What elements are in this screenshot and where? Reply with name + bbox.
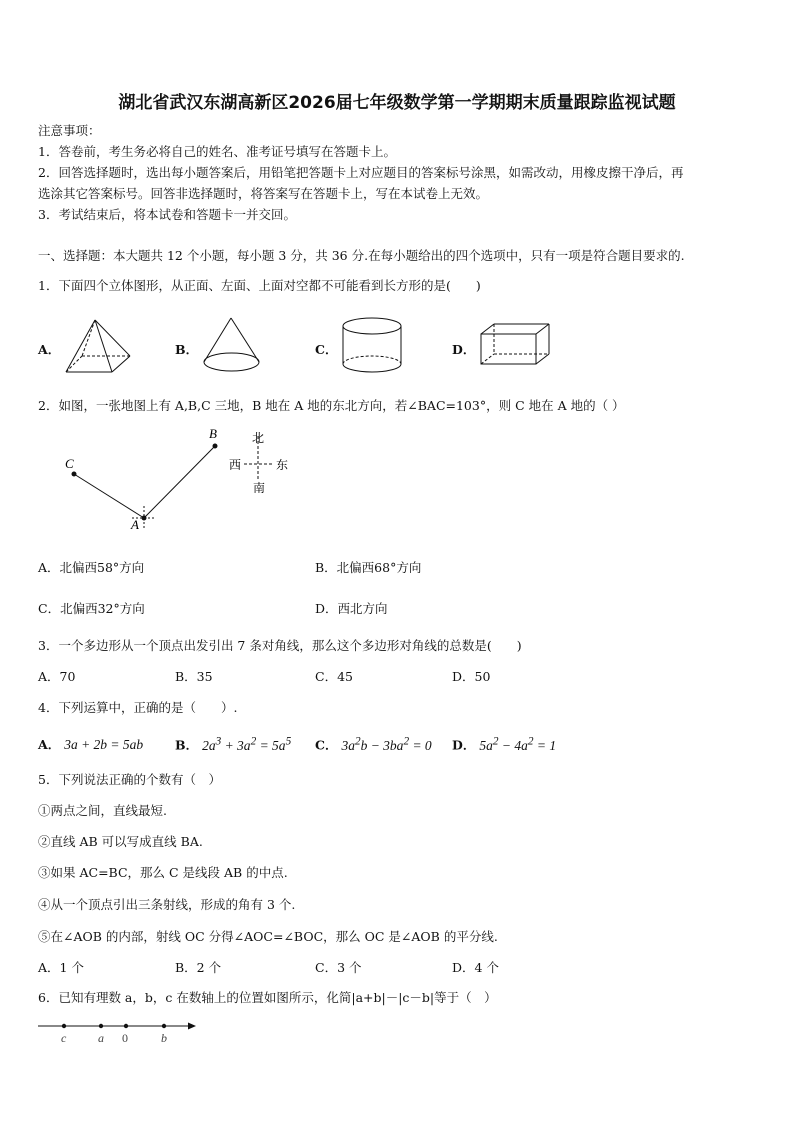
notice-heading: 注意事项： [38, 123, 101, 138]
q4-option-c [315, 735, 432, 754]
q4-option-b [175, 735, 291, 754]
q5-statement-5: ⑤在∠AOB 的内部，射线 OC 分得∠AOC=∠BOC，那么 OC 是∠AOB 的平分线. [38, 929, 498, 944]
cuboid-figure [478, 320, 553, 370]
q5-statement-4: ④从一个顶点引出三条射线，形成的角有 3 个. [38, 897, 296, 912]
q5-option-d: D．4 个 [452, 960, 499, 975]
cylinder-figure [340, 316, 406, 376]
q1-stem: 1．下面四个立体图形，从正面、左面、上面对空都不可能看到长方形的是( ) [38, 278, 481, 293]
q3-option-b: B．35 [175, 669, 213, 684]
q3-option-d: D．50 [452, 669, 491, 684]
map-direction-figure [55, 422, 300, 532]
q4-expr-b: $2a^3 + 3a^2 = 5a^5$ [202, 735, 292, 753]
q3-stem: 3．一个多边形从一个顶点出发引出 7 条对角线，那么这个多边形对角线的总数是( ) [38, 638, 522, 653]
point-b-label: B [209, 426, 217, 441]
q5-stem: 5．下列说法正确的个数有（ ） [38, 772, 221, 787]
page-title: 湖北省武汉东湖高新区2026届七年级数学第一学期期末质量跟踪监视试题 [118, 93, 676, 113]
south-label: 南 [253, 481, 266, 495]
q2-option-d: D．西北方向 [315, 601, 388, 616]
axis-label-a: a [98, 1031, 104, 1045]
q1-label-c: C． [315, 342, 338, 357]
notice-item-3: 3．考试结束后，将本试卷和答题卡一并交回。 [38, 207, 296, 222]
axis-label-zero: 0 [122, 1031, 128, 1045]
q4-label-a: A． [38, 737, 61, 752]
q4-expr-a: 3a + 2b = 5ab [64, 737, 144, 752]
q5-option-c: C．3 个 [315, 960, 362, 975]
q4-expr-d: $5a^2 - 4a^2 = 1$ [479, 735, 557, 753]
q5-option-a: A．1 个 [38, 960, 84, 975]
q5-statement-1: ①两点之间，直线最短. [38, 803, 167, 818]
axis-label-b: b [161, 1031, 167, 1045]
q1-label-d: D． [452, 342, 476, 357]
point-c-label: C [65, 456, 74, 471]
west-label: 西 [229, 458, 242, 472]
q2-option-b: B．北偏西68°方向 [315, 560, 422, 575]
q4-label-b: B． [175, 737, 199, 753]
q4-stem: 4．下列运算中，正确的是（ ）. [38, 700, 238, 715]
q5-statement-3: ③如果 AC=BC，那么 C 是线段 AB 的中点. [38, 865, 288, 880]
q4-option-a [38, 735, 143, 753]
q2-option-a: A．北偏西58°方向 [38, 560, 145, 575]
q6-stem: 6．已知有理数 a，b，c 在数轴上的位置如图所示，化简|a+b|－|c－b|等于（ ） [38, 990, 497, 1005]
q4-label-c: C． [315, 737, 338, 753]
q2-stem: 2．如图，一张地图上有 A,B,C 三地，B 地在 A 地的东北方向，若∠BAC=103°，则 C 地在 A 地的（ ） [38, 398, 625, 413]
cone-figure [200, 316, 265, 376]
q4-label-d: D． [452, 737, 476, 753]
pyramid-figure [60, 316, 135, 376]
notice-item-1: 1．答卷前，考生务必将自己的姓名、准考证号填写在答题卡上。 [38, 144, 396, 159]
q5-statement-2: ②直线 AB 可以写成直线 BA. [38, 834, 203, 849]
q3-option-a: A．70 [38, 669, 76, 684]
number-line-figure [36, 1016, 206, 1050]
q5-option-b: B．2 个 [175, 960, 222, 975]
q3-option-c: C．45 [315, 669, 353, 684]
east-label: 东 [276, 458, 289, 472]
notice-item-2-line-1: 2．回答选择题时，选出每小题答案后，用铅笔把答题卡上对应题目的答案标号涂黑，如需改动，用橡皮擦干净后，再 [38, 165, 684, 180]
notice-item-2-line-2: 选涂其它答案标号。回答非选择题时，将答案写在答题卡上，写在本试卷上无效。 [38, 186, 489, 201]
section-heading: 一、选择题：本大题共 12 个小题，每小题 3 分，共 36 分.在每小题给出的四个选项中，只有一项是符合题目要求的. [38, 248, 685, 263]
q4-expr-c: $3a^2b - 3ba^2 = 0$ [341, 735, 432, 753]
q1-label-a: A． [38, 342, 61, 357]
q1-label-b: B． [175, 342, 199, 357]
q4-option-d [452, 735, 556, 754]
north-label: 北 [252, 431, 265, 445]
axis-label-c: c [61, 1031, 67, 1045]
point-a-label: A [131, 517, 139, 532]
q2-option-c: C．北偏西32°方向 [38, 601, 145, 616]
